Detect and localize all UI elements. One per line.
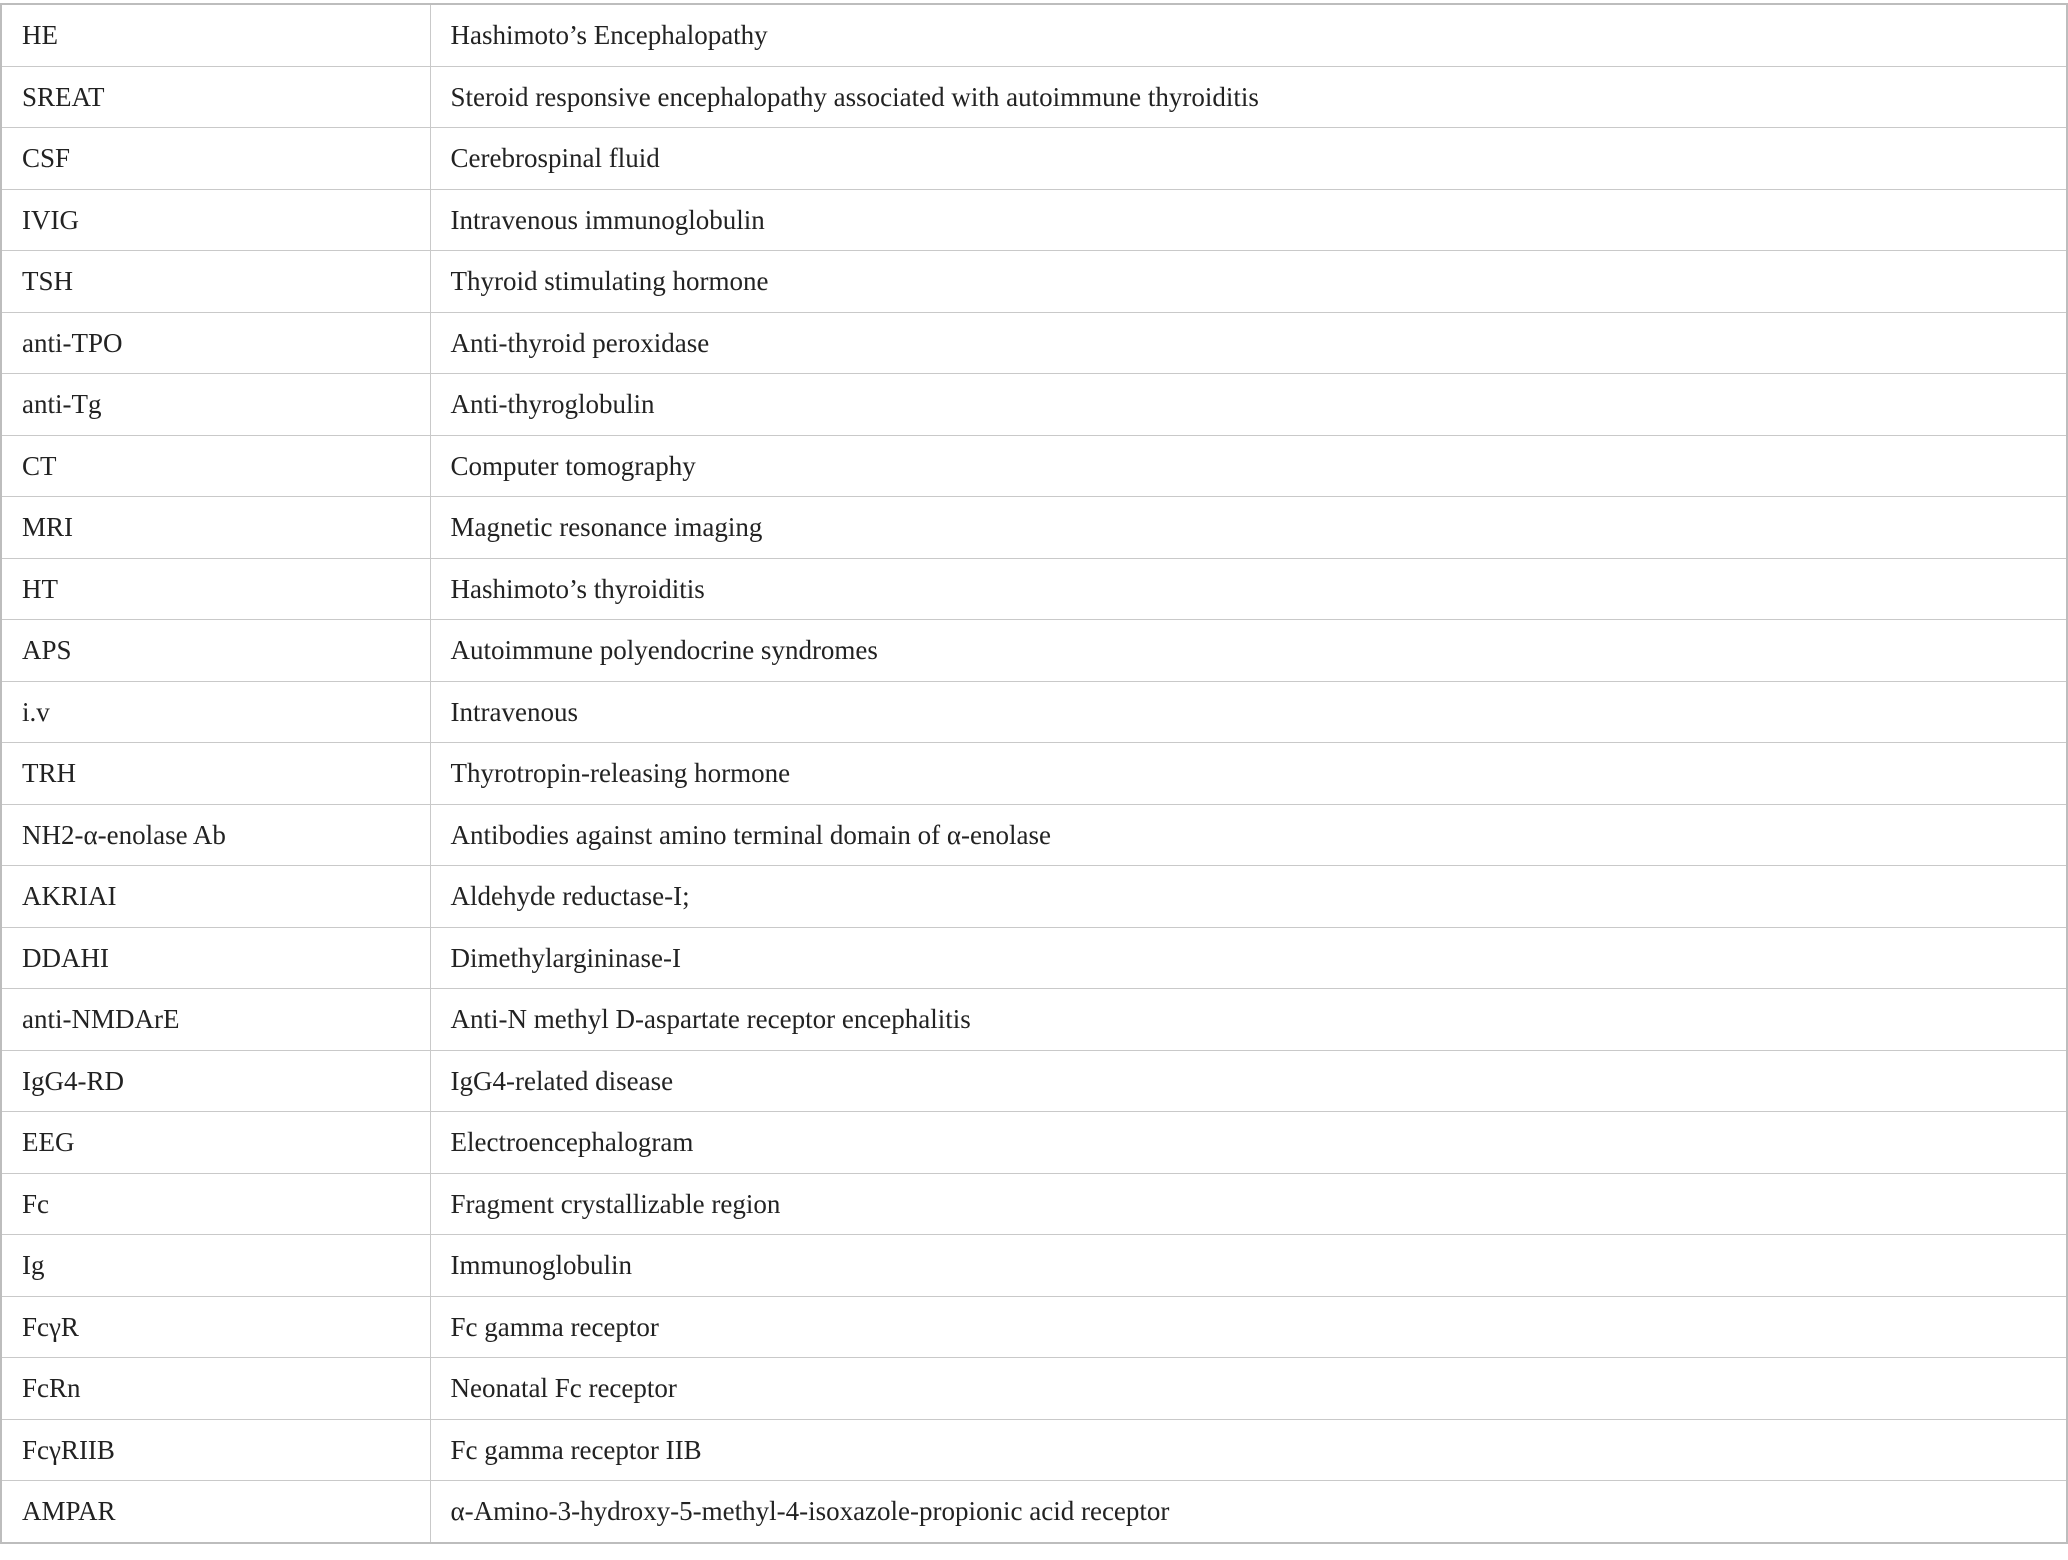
abbreviation-definition: α-Amino-3-hydroxy-5-methyl-4-isoxazole-propionic acid receptor (430, 1481, 2067, 1543)
abbreviation-definition: Intravenous immunoglobulin (430, 189, 2067, 251)
table-row (1, 128, 2067, 190)
abbreviation-term: TSH (1, 251, 430, 313)
abbreviation-definition: Anti-N methyl D-aspartate receptor encephalitis (430, 989, 2067, 1051)
table-row (1, 1235, 2067, 1297)
table-row (1, 558, 2067, 620)
abbreviation-term: anti-Tg (1, 374, 430, 436)
table-row (1, 66, 2067, 128)
table-row (1, 435, 2067, 497)
table-row (1, 251, 2067, 313)
abbreviation-term: FcRn (1, 1358, 430, 1420)
abbreviation-term: AKRIAI (1, 866, 430, 928)
abbreviation-definition: Hashimoto’s Encephalopathy (430, 4, 2067, 66)
abbreviation-term: MRI (1, 497, 430, 559)
abbreviation-term: IVIG (1, 189, 430, 251)
abbreviation-definition: Intravenous (430, 681, 2067, 743)
abbreviation-term: Fc (1, 1173, 430, 1235)
abbreviation-definition: Computer tomography (430, 435, 2067, 497)
abbreviation-definition: Hashimoto’s thyroiditis (430, 558, 2067, 620)
abbreviation-term: CT (1, 435, 430, 497)
abbreviations-table (0, 3, 2068, 1544)
abbreviation-definition: Steroid responsive encephalopathy associated with autoimmune thyroiditis (430, 66, 2067, 128)
table-row (1, 1358, 2067, 1420)
table-row (1, 989, 2067, 1051)
abbreviation-definition: Autoimmune polyendocrine syndromes (430, 620, 2067, 682)
abbreviation-term: NH2-α-enolase Ab (1, 804, 430, 866)
table-row (1, 1419, 2067, 1481)
abbreviations-table-container (0, 3, 2066, 1544)
table-row (1, 804, 2067, 866)
abbreviation-term: Ig (1, 1235, 430, 1297)
abbreviation-term: IgG4-RD (1, 1050, 430, 1112)
abbreviation-definition: Anti-thyroglobulin (430, 374, 2067, 436)
table-row (1, 4, 2067, 66)
abbreviation-definition: Aldehyde reductase-I; (430, 866, 2067, 928)
abbreviation-definition: Antibodies against amino terminal domain of α-enolase (430, 804, 2067, 866)
abbreviation-term: CSF (1, 128, 430, 190)
table-row (1, 1050, 2067, 1112)
abbreviation-definition: IgG4-related disease (430, 1050, 2067, 1112)
abbreviations-table-body (1, 4, 2067, 1543)
table-row (1, 1173, 2067, 1235)
table-row (1, 866, 2067, 928)
table-row (1, 1481, 2067, 1543)
abbreviation-definition: Magnetic resonance imaging (430, 497, 2067, 559)
abbreviation-definition: Fc gamma receptor (430, 1296, 2067, 1358)
table-row (1, 1296, 2067, 1358)
abbreviation-term: FcγR (1, 1296, 430, 1358)
abbreviation-definition: Anti-thyroid peroxidase (430, 312, 2067, 374)
abbreviation-term: APS (1, 620, 430, 682)
abbreviation-term: i.v (1, 681, 430, 743)
table-row (1, 927, 2067, 989)
table-row (1, 743, 2067, 805)
abbreviation-definition: Cerebrospinal fluid (430, 128, 2067, 190)
abbreviation-term: anti-NMDArE (1, 989, 430, 1051)
abbreviation-definition: Thyrotropin-releasing hormone (430, 743, 2067, 805)
table-row (1, 681, 2067, 743)
abbreviation-term: anti-TPO (1, 312, 430, 374)
abbreviation-term: FcγRIIB (1, 1419, 430, 1481)
abbreviation-term: HT (1, 558, 430, 620)
table-row (1, 189, 2067, 251)
table-row (1, 312, 2067, 374)
abbreviation-definition: Neonatal Fc receptor (430, 1358, 2067, 1420)
abbreviation-term: TRH (1, 743, 430, 805)
abbreviation-term: AMPAR (1, 1481, 430, 1543)
abbreviation-term: HE (1, 4, 430, 66)
table-row (1, 1112, 2067, 1174)
table-row (1, 620, 2067, 682)
abbreviation-term: DDAHI (1, 927, 430, 989)
table-row (1, 374, 2067, 436)
table-row (1, 497, 2067, 559)
abbreviation-definition: Thyroid stimulating hormone (430, 251, 2067, 313)
abbreviation-term: EEG (1, 1112, 430, 1174)
abbreviation-definition: Electroencephalogram (430, 1112, 2067, 1174)
abbreviation-definition: Dimethylargininase-I (430, 927, 2067, 989)
abbreviation-term: SREAT (1, 66, 430, 128)
abbreviation-definition: Fc gamma receptor IIB (430, 1419, 2067, 1481)
abbreviation-definition: Immunoglobulin (430, 1235, 2067, 1297)
abbreviation-definition: Fragment crystallizable region (430, 1173, 2067, 1235)
